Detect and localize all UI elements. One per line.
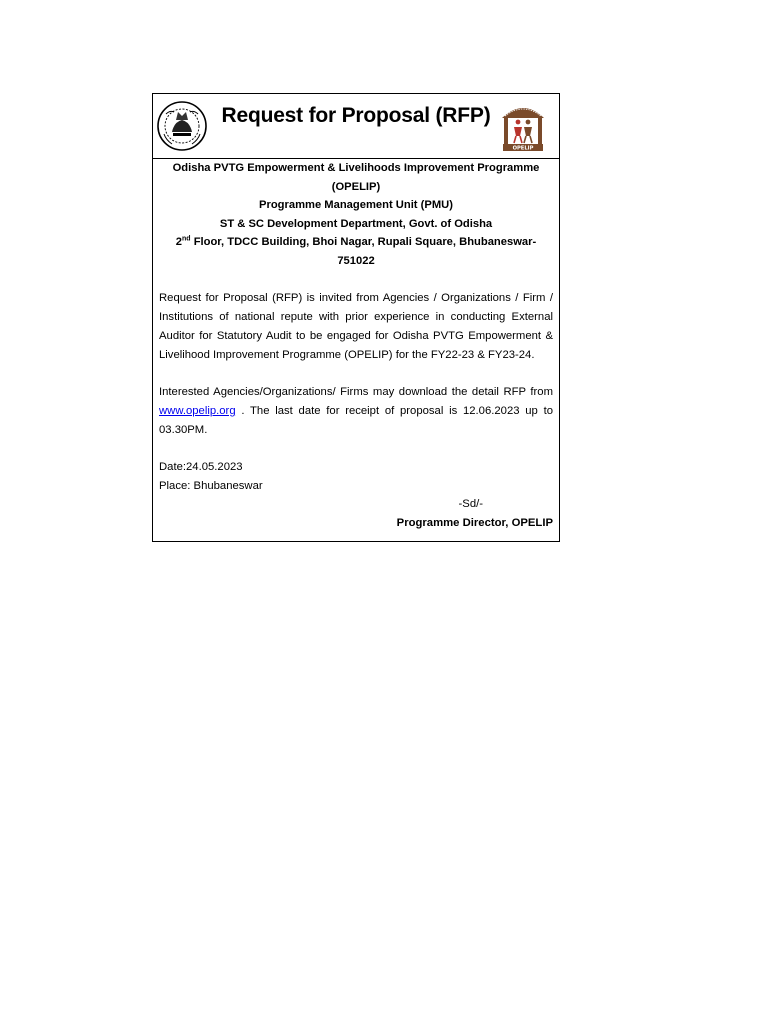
notice-date: Date:24.05.2023 <box>159 461 243 473</box>
download-text-after: . The last date for receipt of proposal is 12.06.2023 up to 03.30PM. <box>159 405 553 436</box>
download-text-before: Interested Agencies/Organizations/ Firms may download the detail RFP from <box>159 386 553 398</box>
signature-block <box>153 495 559 532</box>
org-line-department: ST & SC Development Department, Govt. of Odisha <box>219 217 493 230</box>
org-line-acronym: (OPELIP) <box>331 180 381 193</box>
rfp-invitation-paragraph: Request for Proposal (RFP) is invited from Agencies / Organizations / Firm / Institutions of national repute with prior experience in conducting External Auditor for Statutory Audit to be engaged for Odisha PVTG Empowerment & Livelihood Improvement Programme (OPELIP) for the FY22-23 & FY23-24. <box>159 292 553 361</box>
address-rest: Floor, TDCC Building, Bhoi Nagar, Rupali Square, Bhubaneswar-751022 <box>190 236 537 267</box>
org-line-pmu: Programme Management Unit (PMU) <box>259 199 453 211</box>
opelip-logo-text: OPELIP <box>512 145 534 152</box>
odisha-govt-emblem-icon <box>156 100 208 152</box>
opelip-website-link[interactable]: www.opelip.org <box>159 405 236 417</box>
address-floor-suffix: nd <box>182 235 191 243</box>
org-line-address <box>159 233 553 270</box>
org-line-programme: Odisha PVTG Empowerment & Livelihoods Improvement Programme <box>172 162 540 174</box>
opelip-logo-icon <box>499 100 547 152</box>
notice-meta <box>153 458 559 495</box>
notice-place: Place: Bhubaneswar <box>159 479 263 492</box>
address-floor-number: 2 <box>175 236 183 248</box>
download-paragraph <box>153 383 559 440</box>
signatory-title: Programme Director, OPELIP <box>396 516 553 529</box>
organization-block <box>153 159 559 270</box>
notice-header <box>153 94 559 159</box>
signed-mark: -Sd/- <box>458 498 483 510</box>
rfp-notice <box>152 93 560 542</box>
page-title: Request for Proposal (RFP) <box>221 104 491 127</box>
